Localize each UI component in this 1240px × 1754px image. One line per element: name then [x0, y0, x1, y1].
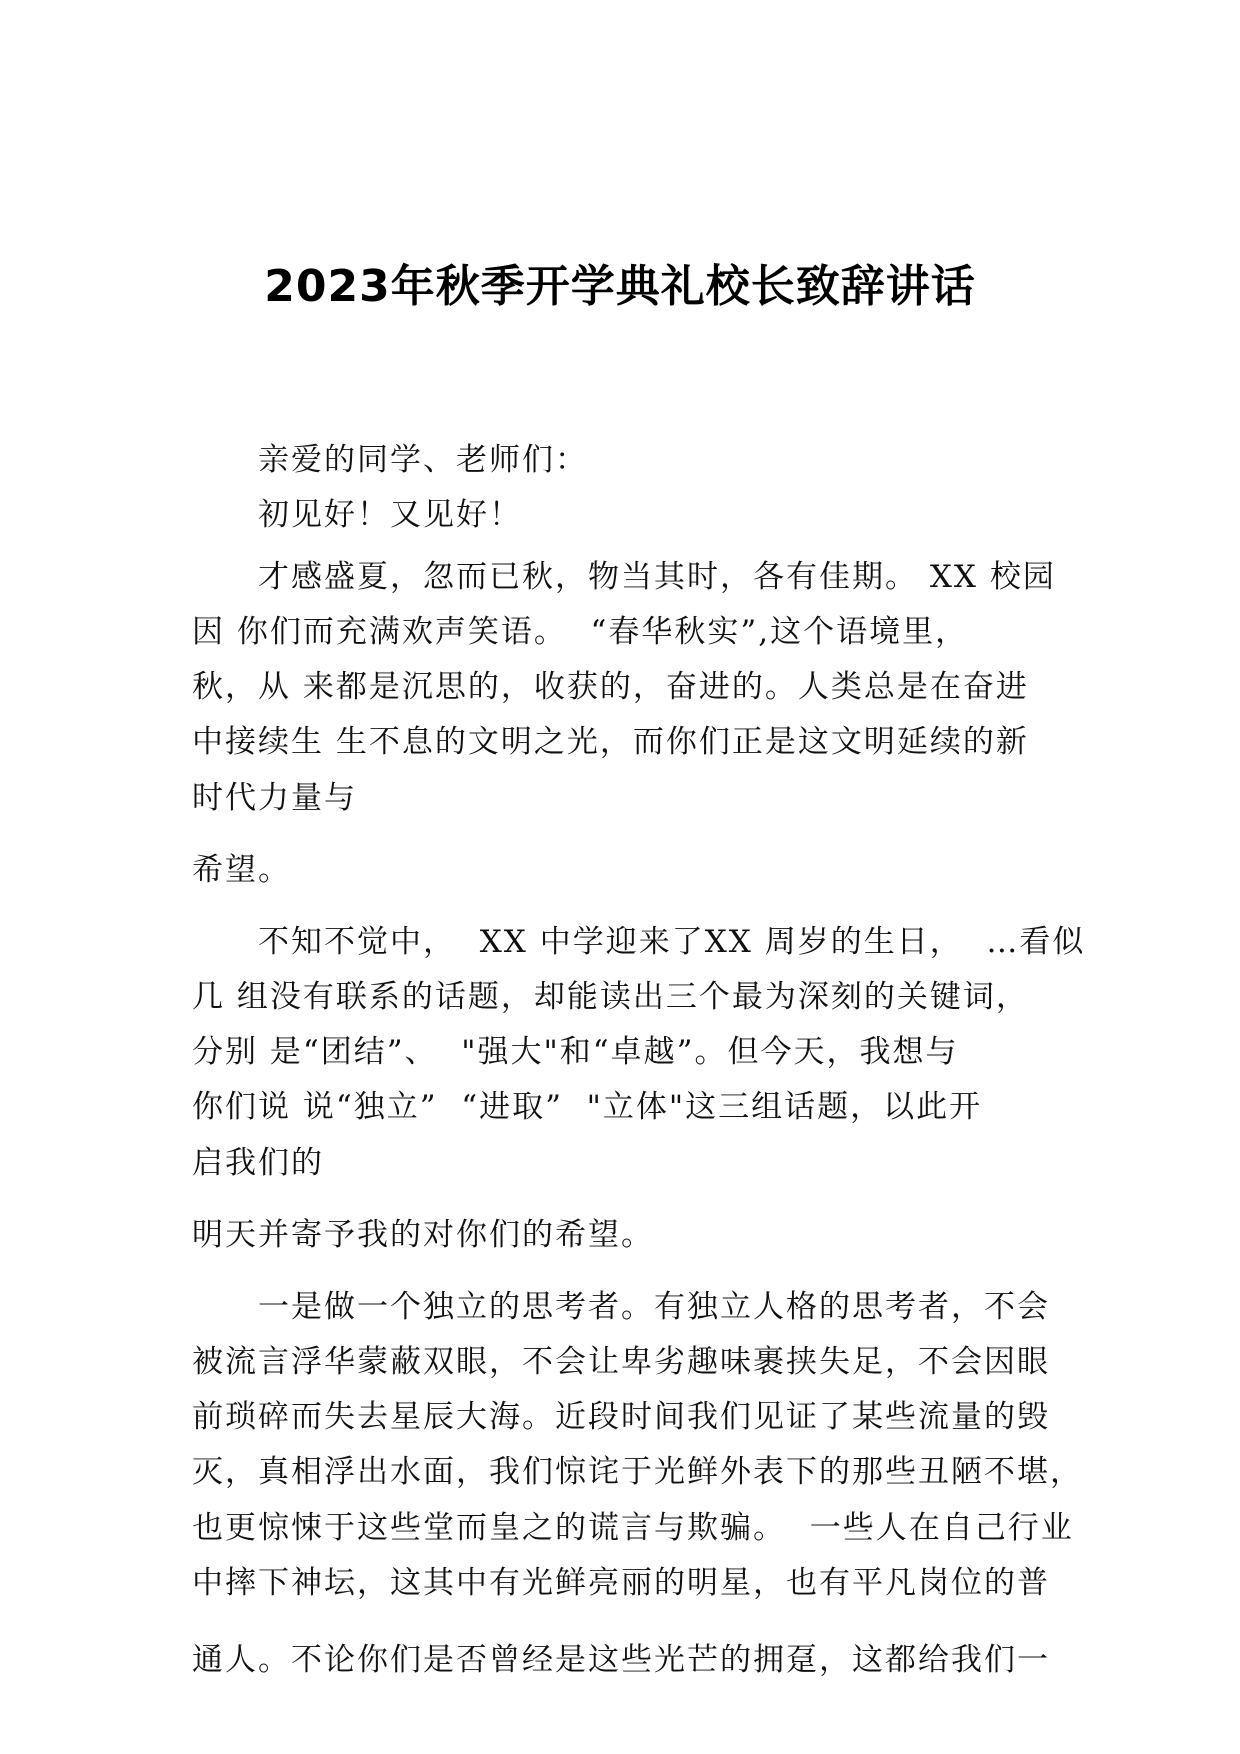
body-line: 中接续生 生不息的文明之光，而你们正是这文明延续的新: [192, 724, 1029, 760]
body-line: 通人。不论你们是否曾经是这些光芒的拥趸，这都给我们一: [192, 1642, 1050, 1678]
body-line: 初见好！又见好！: [258, 497, 522, 533]
body-line: 因 你们而充满欢声笑语。 “春华秋实”,这个语境里，: [192, 614, 969, 650]
body-line: 才感盛夏，忽而已秋，物当其时，各有佳期。 XX 校园: [258, 559, 1056, 595]
body-line: 也更惊悚于这些堂而皇之的谎言与欺骗。 一些人在自己行业: [192, 1510, 1074, 1546]
body-line: 启我们的: [192, 1145, 324, 1181]
body-line: 明天并寄予我的对你们的希望。: [192, 1217, 654, 1253]
body-line: 灭，真相浮出水面，我们惊诧于光鲜外表下的那些丑陋不堪，: [192, 1454, 1083, 1490]
body-line: 一是做一个独立的思考者。有独立人格的思考者，不会: [258, 1289, 1050, 1325]
document-title: 2023年秋季开学典礼校长致辞讲话: [264, 261, 976, 312]
body-line: 希望。: [192, 852, 291, 888]
body-line: 亲爱的同学、老师们：: [258, 442, 588, 478]
body-line: 分别 是“团结”、 "强大"和“卓越”。但今天，我想与: [192, 1034, 959, 1070]
body-line: 秋，从 来都是沉思的，收获的，奋进的。人类总是在奋进: [192, 669, 1029, 705]
body-line: 前琐碎而失去星辰大海。近段时间我们见证了某些流量的毁: [192, 1399, 1050, 1435]
body-line: 时代力量与: [192, 780, 357, 816]
body-line: 中摔下神坛，这其中有光鲜亮丽的明星，也有平凡岗位的普: [192, 1565, 1050, 1601]
body-line: 你们说 说“独立” “进取” "立体"这三组话题，以此开: [192, 1089, 983, 1125]
body-line: 被流言浮华蒙蔽双眼，不会让卑劣趣味裹挟失足，不会因眼: [192, 1344, 1050, 1380]
body-line: 几 组没有联系的话题，却能读出三个最为深刻的关键词，: [192, 979, 1029, 1015]
body-line: 不知不觉中， XX 中学迎来了XX 周岁的生日， …看似: [258, 924, 1086, 960]
